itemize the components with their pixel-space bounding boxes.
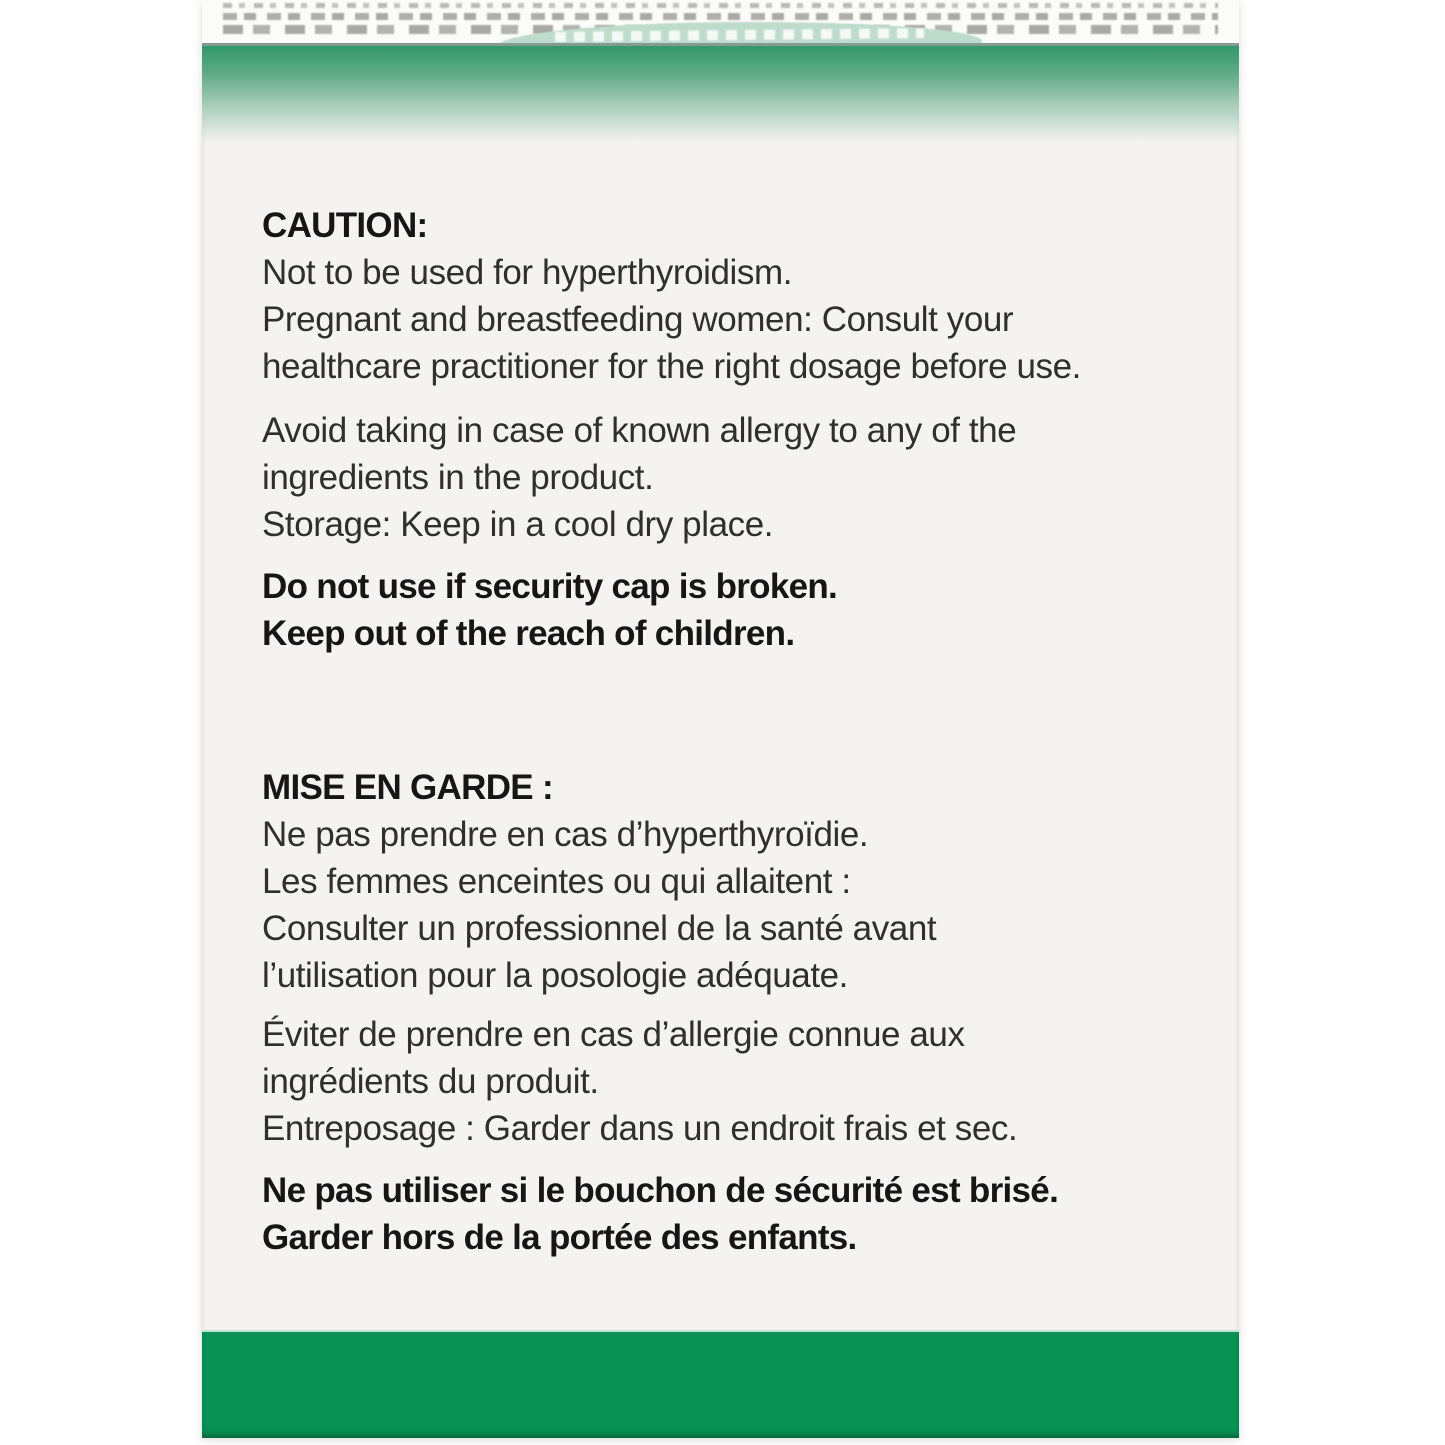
caution-line: Entreposage : Garder dans un endroit frais et sec. (262, 1109, 1018, 1148)
caution-line: Not to be used for hyperthyroidism. (262, 253, 793, 292)
warning-line: Keep out of the reach of children. (262, 614, 795, 653)
caution-line: healthcare practitioner for the right dosage before use. (262, 347, 1081, 386)
flap-fine-print-row (223, 13, 1219, 20)
caution-heading: CAUTION: (262, 206, 428, 245)
caution-section-english (262, 202, 1202, 657)
warning-paragraph (262, 563, 1202, 657)
product-box-back-panel (202, 0, 1239, 1438)
caution-paragraph (262, 407, 1202, 548)
caution-line: l’utilisation pour la posologie adéquate. (262, 956, 848, 995)
caution-paragraph (262, 764, 1202, 999)
caution-line: Consulter un professionnel de la santé avant (262, 909, 937, 948)
caution-line: Storage: Keep in a cool dry place. (262, 505, 774, 544)
warning-line: Do not use if security cap is broken. (262, 567, 838, 606)
caution-line: ingredients in the product. (262, 458, 654, 497)
warning-line: Ne pas utiliser si le bouchon de sécurité est brisé. (262, 1171, 1059, 1210)
caution-line: Éviter de prendre en cas d’allergie connue aux (262, 1015, 965, 1054)
caution-section-french (262, 764, 1202, 1261)
caution-line: Pregnant and breastfeeding women: Consult your (262, 300, 1014, 339)
bottom-green-band (202, 1330, 1239, 1438)
top-green-gradient (202, 46, 1239, 142)
warning-line: Garder hors de la portée des enfants. (262, 1218, 857, 1257)
caution-heading-fr: MISE EN GARDE : (262, 768, 553, 807)
caution-paragraph (262, 202, 1202, 390)
leaf-watermark-icon (497, 19, 982, 43)
caution-line: Les femmes enceintes ou qui allaitent : (262, 862, 851, 901)
caution-line: ingrédients du produit. (262, 1062, 599, 1101)
caution-line: Avoid taking in case of known allergy to any of the (262, 411, 1017, 450)
caution-line: Ne pas prendre en cas d’hyperthyroïdie. (262, 815, 869, 854)
warning-paragraph (262, 1167, 1202, 1261)
box-top-flap (202, 0, 1239, 43)
flap-fine-print-row (223, 3, 1219, 8)
caution-paragraph (262, 1011, 1202, 1152)
